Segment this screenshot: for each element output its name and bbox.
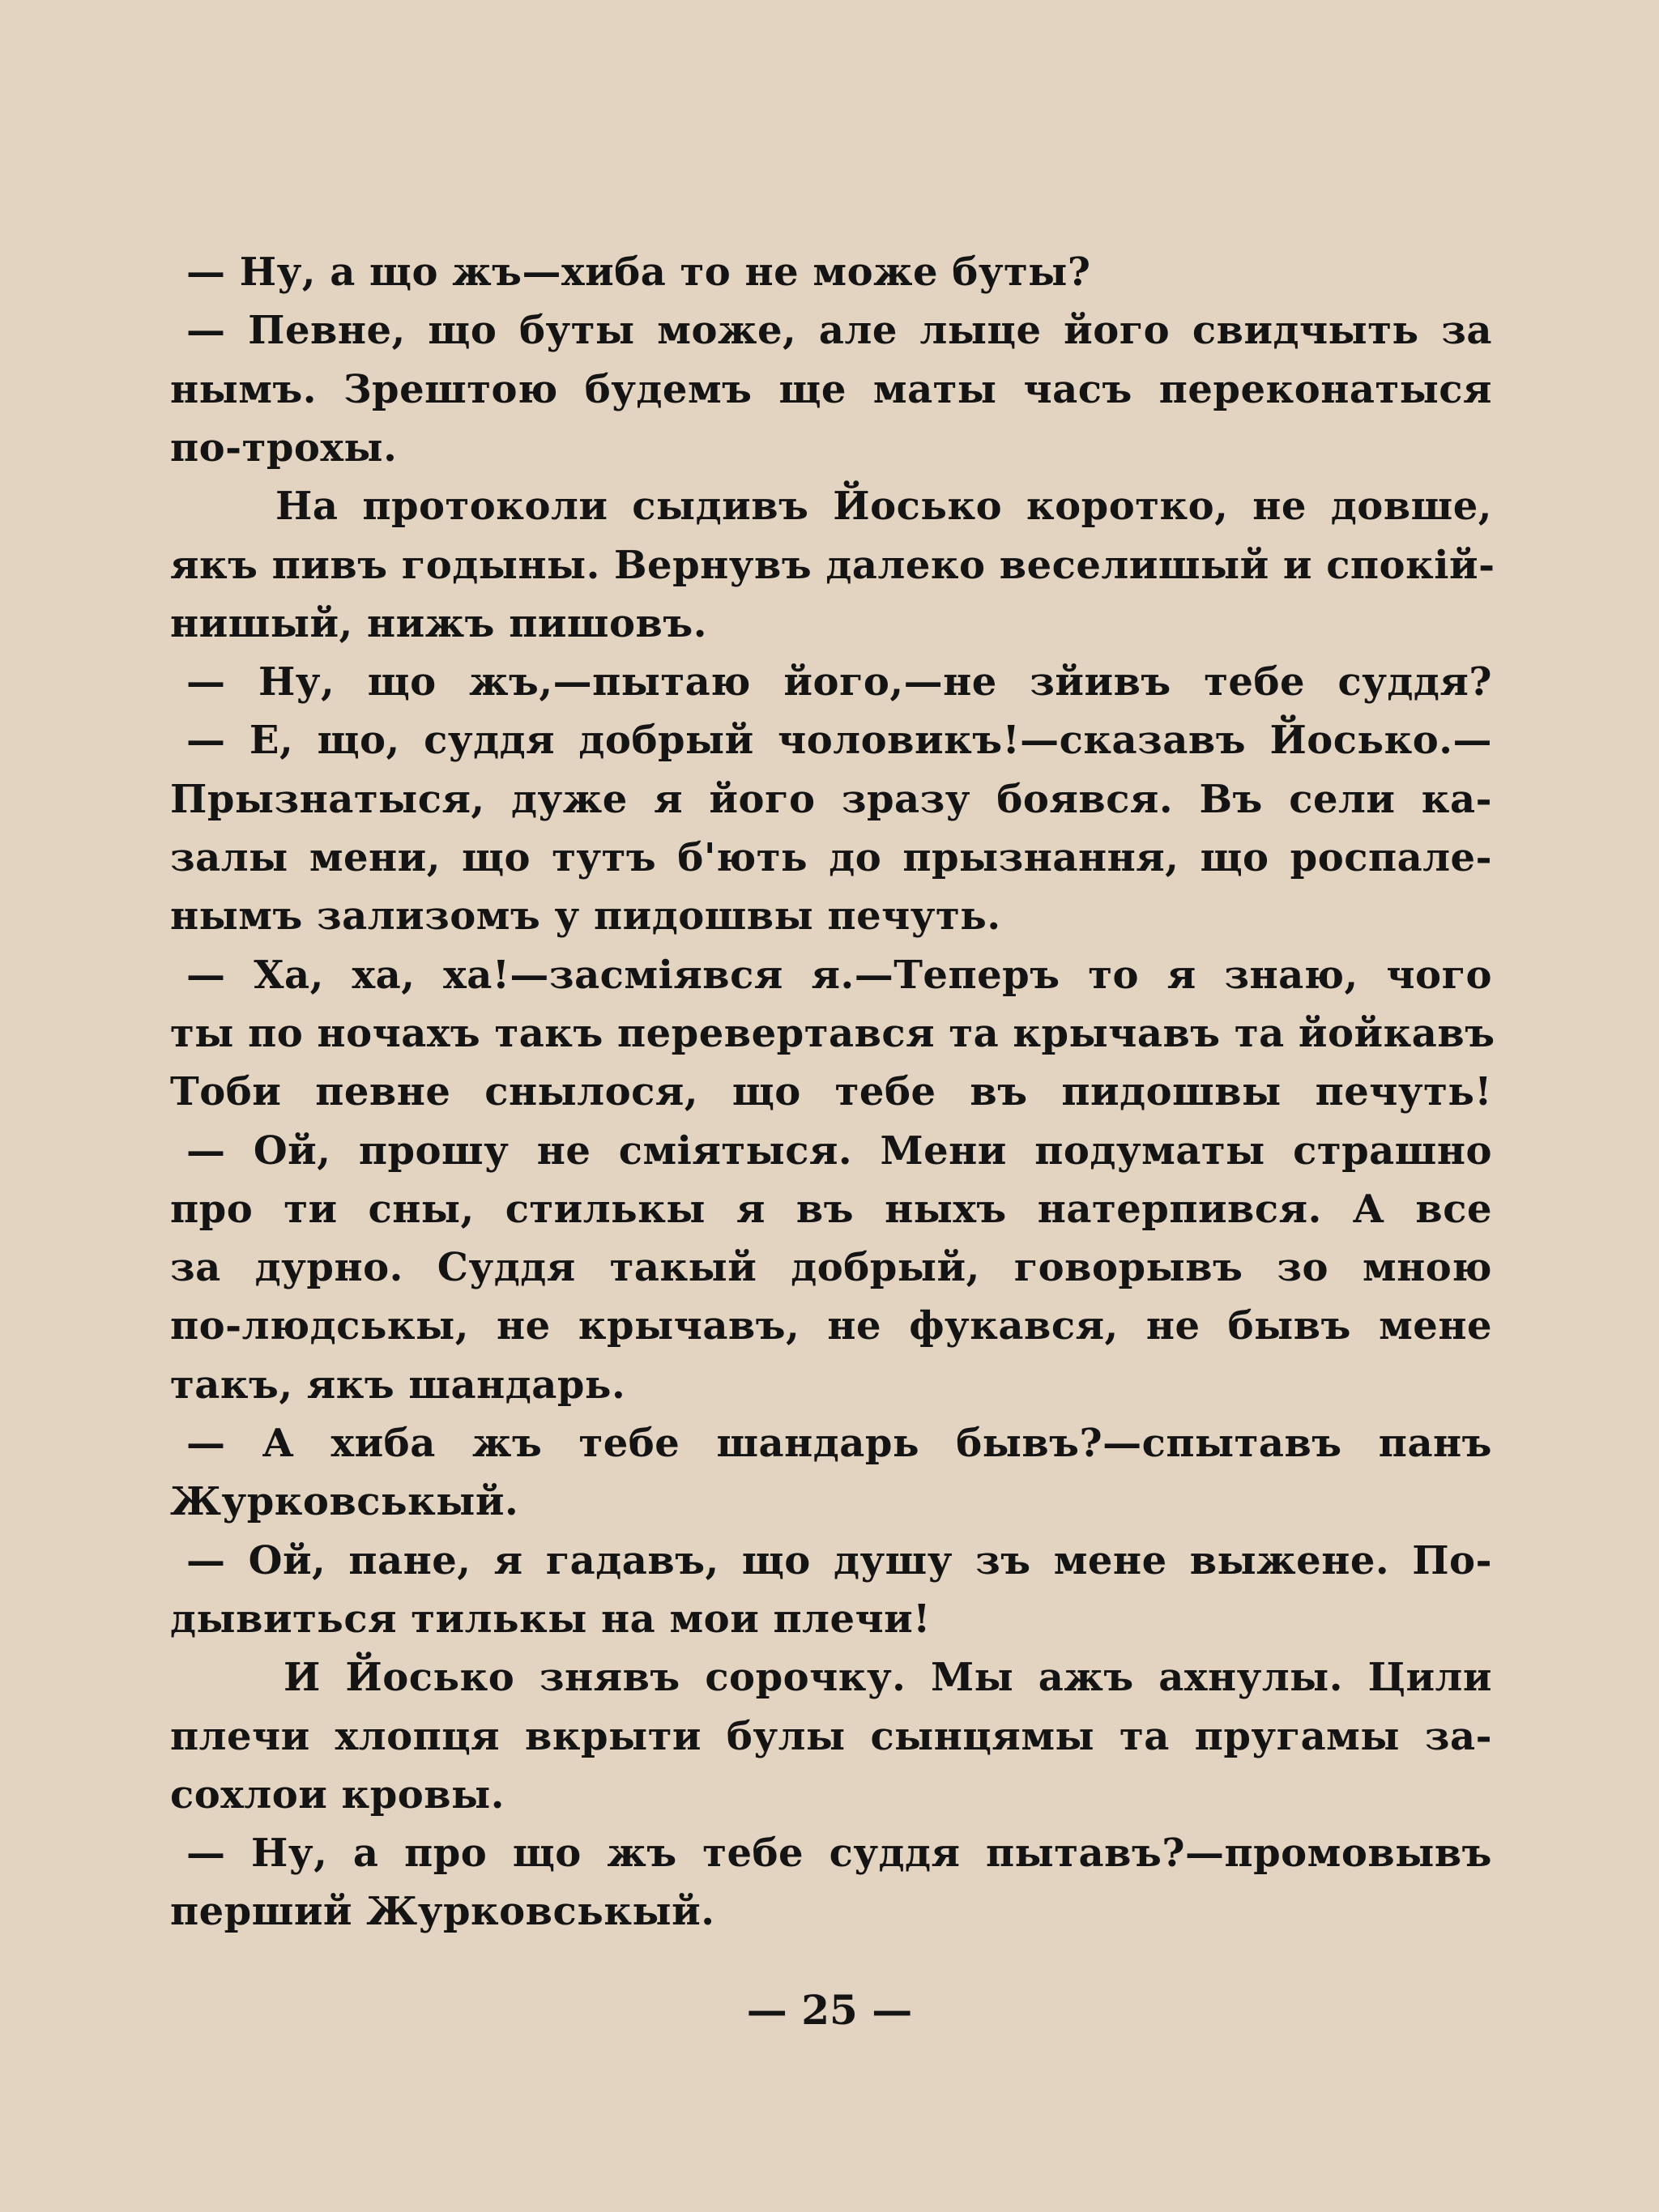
text-line: ты по ночахъ такъ перевертався та крычавъ та йойкавъ xyxy=(170,1011,1495,1056)
text-line: такъ, якъ шандарь. xyxy=(170,1362,626,1408)
text-line: На протоколи сыдивъ Йосько коротко, не довше, xyxy=(275,484,1492,529)
text-line: Журковськый. xyxy=(170,1479,519,1524)
text-line: залы мени, що тутъ б'ють до прызнання, що роспале- xyxy=(170,835,1492,880)
text-line: по-трохы. xyxy=(170,425,398,471)
text-line: — Ха, ха, ха!—засміявся я.—Теперъ то я знаю, чого xyxy=(186,953,1492,998)
text-line: — Ну, а що жъ—хиба то не може буты? xyxy=(186,249,1091,295)
text-line: Тоби певне снылося, що тебе въ пидошвы печуть! xyxy=(170,1069,1492,1115)
text-line: нымъ. Зрештою будемъ ще маты часъ переконатыся xyxy=(170,367,1492,412)
text-line: И Йосько знявъ сорочку. Мы ажъ ахнулы. Цили xyxy=(284,1655,1492,1700)
text-line: — Ну, що жъ,—пытаю його,—не зйивъ тебе суддя? xyxy=(186,659,1492,705)
text-line: Прызнатыся, дуже я його зразу боявся. Въ сели ка- xyxy=(170,777,1492,822)
text-line: плечи хлопця вкрыти булы сынцямы та пругамы за- xyxy=(170,1714,1492,1759)
text-line: нымъ зализомъ у пидошвы печуть. xyxy=(170,893,1001,939)
text-line: по-людськы, не крычавъ, не фукався, не бывъ мене xyxy=(170,1303,1492,1349)
text-line: сохлои кровы. xyxy=(170,1772,505,1818)
text-line: дывиться тилькы на мои плечи! xyxy=(170,1596,931,1642)
text-line: — Ой, прошу не сміятыся. Мени подуматы страшно xyxy=(186,1128,1492,1174)
text-line: якъ пивъ годыны. Вернувъ далеко веселишый и спокій- xyxy=(170,543,1495,588)
text-line: нишый, нижъ пишовъ. xyxy=(170,601,707,646)
text-line: перший Журковськый. xyxy=(170,1889,715,1934)
text-line: за дурно. Суддя такый добрый, говорывъ зо мною xyxy=(170,1245,1492,1290)
text-line: — Ну, а про що жъ тебе суддя пытавъ?—промовывъ xyxy=(186,1831,1492,1876)
text-line: — Певне, що буты може, але лыце його свидчыть за xyxy=(186,308,1492,353)
text-line: — Ой, пане, я гадавъ, що душу зъ мене выжене. По- xyxy=(186,1538,1492,1583)
text-line: — А хиба жъ тебе шандарь бывъ?—спытавъ панъ xyxy=(186,1421,1492,1466)
page-number: — 25 — xyxy=(746,1986,913,2034)
text-line: про ти сны, стилькы я въ ныхъ натерпився. А все xyxy=(170,1187,1492,1232)
text-line: — Е, що, суддя добрый чоловикъ!—сказавъ Йосько.— xyxy=(186,718,1492,763)
